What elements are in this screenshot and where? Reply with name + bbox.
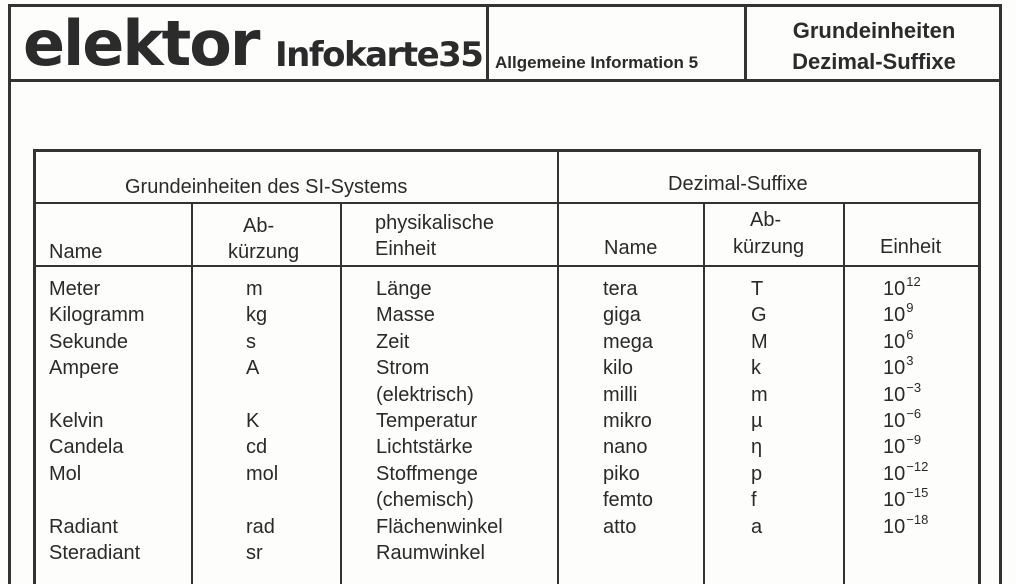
suffix-factor-exponent: 9 <box>906 300 914 316</box>
card-frame-left <box>8 82 11 584</box>
suffix-abbr: k <box>751 357 761 380</box>
suffix-factor-exponent: −12 <box>906 458 929 474</box>
suffix-factor-exponent: −9 <box>906 432 922 448</box>
si-unit-name: Candela <box>49 436 124 459</box>
col-header-name: Name <box>49 241 103 263</box>
column-header-rule <box>33 265 981 267</box>
suffix-abbr: M <box>751 330 768 353</box>
si-unit-name: Ampere <box>49 357 120 380</box>
col-header-abbr-2: kürzung <box>228 241 300 263</box>
si-unit-abbr: A <box>246 357 260 380</box>
si-unit-quantity: Raumwinkel <box>376 542 485 564</box>
card-title-line1: Grundeinheiten <box>792 18 956 43</box>
elektor-logo: elektor <box>23 7 259 80</box>
column-divider <box>843 202 845 584</box>
suffix-factor <box>883 276 921 304</box>
card-category: Allgemeine Information 5 <box>495 53 699 72</box>
suffix-name: mikro <box>603 410 652 432</box>
column-divider <box>191 202 193 584</box>
si-unit-quantity: Flächenwinkel <box>376 515 503 538</box>
suffix-factor-exponent: 6 <box>906 326 914 342</box>
section-title-rule <box>33 202 981 204</box>
si-unit-name: Kelvin <box>49 410 104 432</box>
si-unit-quantity: Masse <box>376 304 435 327</box>
si-section-title: Grundeinheiten des SI-Systems <box>125 176 408 198</box>
si-unit-abbr: m <box>246 278 263 300</box>
si-unit-abbr: kg <box>246 304 268 327</box>
card-header <box>8 4 1002 82</box>
suffix-abbr: G <box>751 304 767 327</box>
col-header-phys-1: physikalische <box>375 212 494 234</box>
suffix-factor-base: 10 <box>883 515 906 538</box>
suffix-factor-base: 10 <box>883 383 906 406</box>
suffix-name: giga <box>603 304 641 327</box>
si-unit-abbr: K <box>246 410 260 432</box>
si-unit-quantity: Zeit <box>376 330 410 353</box>
suffix-name: tera <box>603 278 638 300</box>
suffix-factor-base: 10 <box>883 410 906 432</box>
suffix-factor-base: 10 <box>883 436 906 459</box>
suffix-abbr: µ <box>751 410 763 432</box>
section-divider <box>557 149 559 584</box>
card-frame-right <box>999 82 1002 584</box>
si-unit-name: Radiant <box>49 515 118 538</box>
si-unit-abbr: mol <box>246 462 279 485</box>
si-unit-quantity: Lichtstärke <box>376 436 473 459</box>
suffix-name: kilo <box>603 357 634 380</box>
si-unit-quantity: Stoffmenge <box>376 462 478 485</box>
suffix-factor-base: 10 <box>883 357 906 380</box>
si-unit-name: Sekunde <box>49 330 128 353</box>
col-header-abbr-1: Ab- <box>243 215 275 237</box>
suffix-abbr: p <box>751 462 763 485</box>
si-unit-name: Mol <box>49 462 82 485</box>
suffix-factor-exponent: −3 <box>906 379 922 395</box>
col-header-suffix-abbr-2: kürzung <box>733 236 805 258</box>
suffix-factor-base: 10 <box>883 278 906 300</box>
card-title-line2: Dezimal-Suffixe <box>792 49 956 74</box>
suffix-name: piko <box>603 462 640 485</box>
suffix-abbr: η <box>751 436 763 459</box>
si-unit-quantity: (elektrisch) <box>376 383 474 406</box>
suffix-factor-base: 10 <box>883 462 906 485</box>
suffix-factor-exponent: 3 <box>906 353 914 369</box>
col-header-suffix-abbr-1: Ab- <box>750 209 782 231</box>
si-unit-abbr: s <box>246 330 256 353</box>
si-unit-name: Kilogramm <box>49 304 145 327</box>
si-unit-quantity: Länge <box>376 278 432 300</box>
suffix-factor-base: 10 <box>883 304 906 327</box>
suffix-name: nano <box>603 436 648 459</box>
suffix-name: mega <box>603 330 654 353</box>
col-header-phys-2: Einheit <box>375 238 437 260</box>
si-unit-abbr: sr <box>246 542 263 564</box>
si-unit-quantity: Temperatur <box>376 410 478 432</box>
suffix-factor <box>883 511 929 542</box>
si-unit-abbr: cd <box>246 436 268 459</box>
si-unit-quantity: (chemisch) <box>376 489 474 512</box>
suffix-abbr: a <box>751 515 763 538</box>
si-unit-abbr: rad <box>246 515 275 538</box>
suffix-factor-exponent: 12 <box>906 274 921 289</box>
col-header-suffix-name: Name <box>604 237 658 259</box>
col-header-suffix-unit: Einheit <box>880 236 942 258</box>
suffix-factor-exponent: −6 <box>906 406 922 421</box>
suffix-section-title: Dezimal-Suffixe <box>668 173 808 195</box>
header-divider <box>486 7 489 79</box>
suffix-abbr: f <box>751 489 757 512</box>
suffix-name: femto <box>603 489 654 512</box>
si-unit-quantity: Strom <box>376 357 430 380</box>
header-divider <box>744 7 747 79</box>
column-divider <box>340 202 342 584</box>
suffix-abbr: T <box>751 278 764 300</box>
suffix-factor-exponent: −15 <box>906 485 929 501</box>
si-unit-name: Meter <box>49 278 101 300</box>
suffix-name: milli <box>603 383 638 406</box>
card-series: Infokarte35 <box>275 35 483 75</box>
column-divider <box>703 202 705 584</box>
suffix-factor-base: 10 <box>883 330 906 353</box>
si-unit-name: Steradiant <box>49 542 141 564</box>
suffix-factor-base: 10 <box>883 489 906 512</box>
suffix-abbr: m <box>751 383 768 406</box>
suffix-name: atto <box>603 515 637 538</box>
suffix-factor-exponent: −18 <box>906 511 929 527</box>
units-table <box>33 149 981 584</box>
